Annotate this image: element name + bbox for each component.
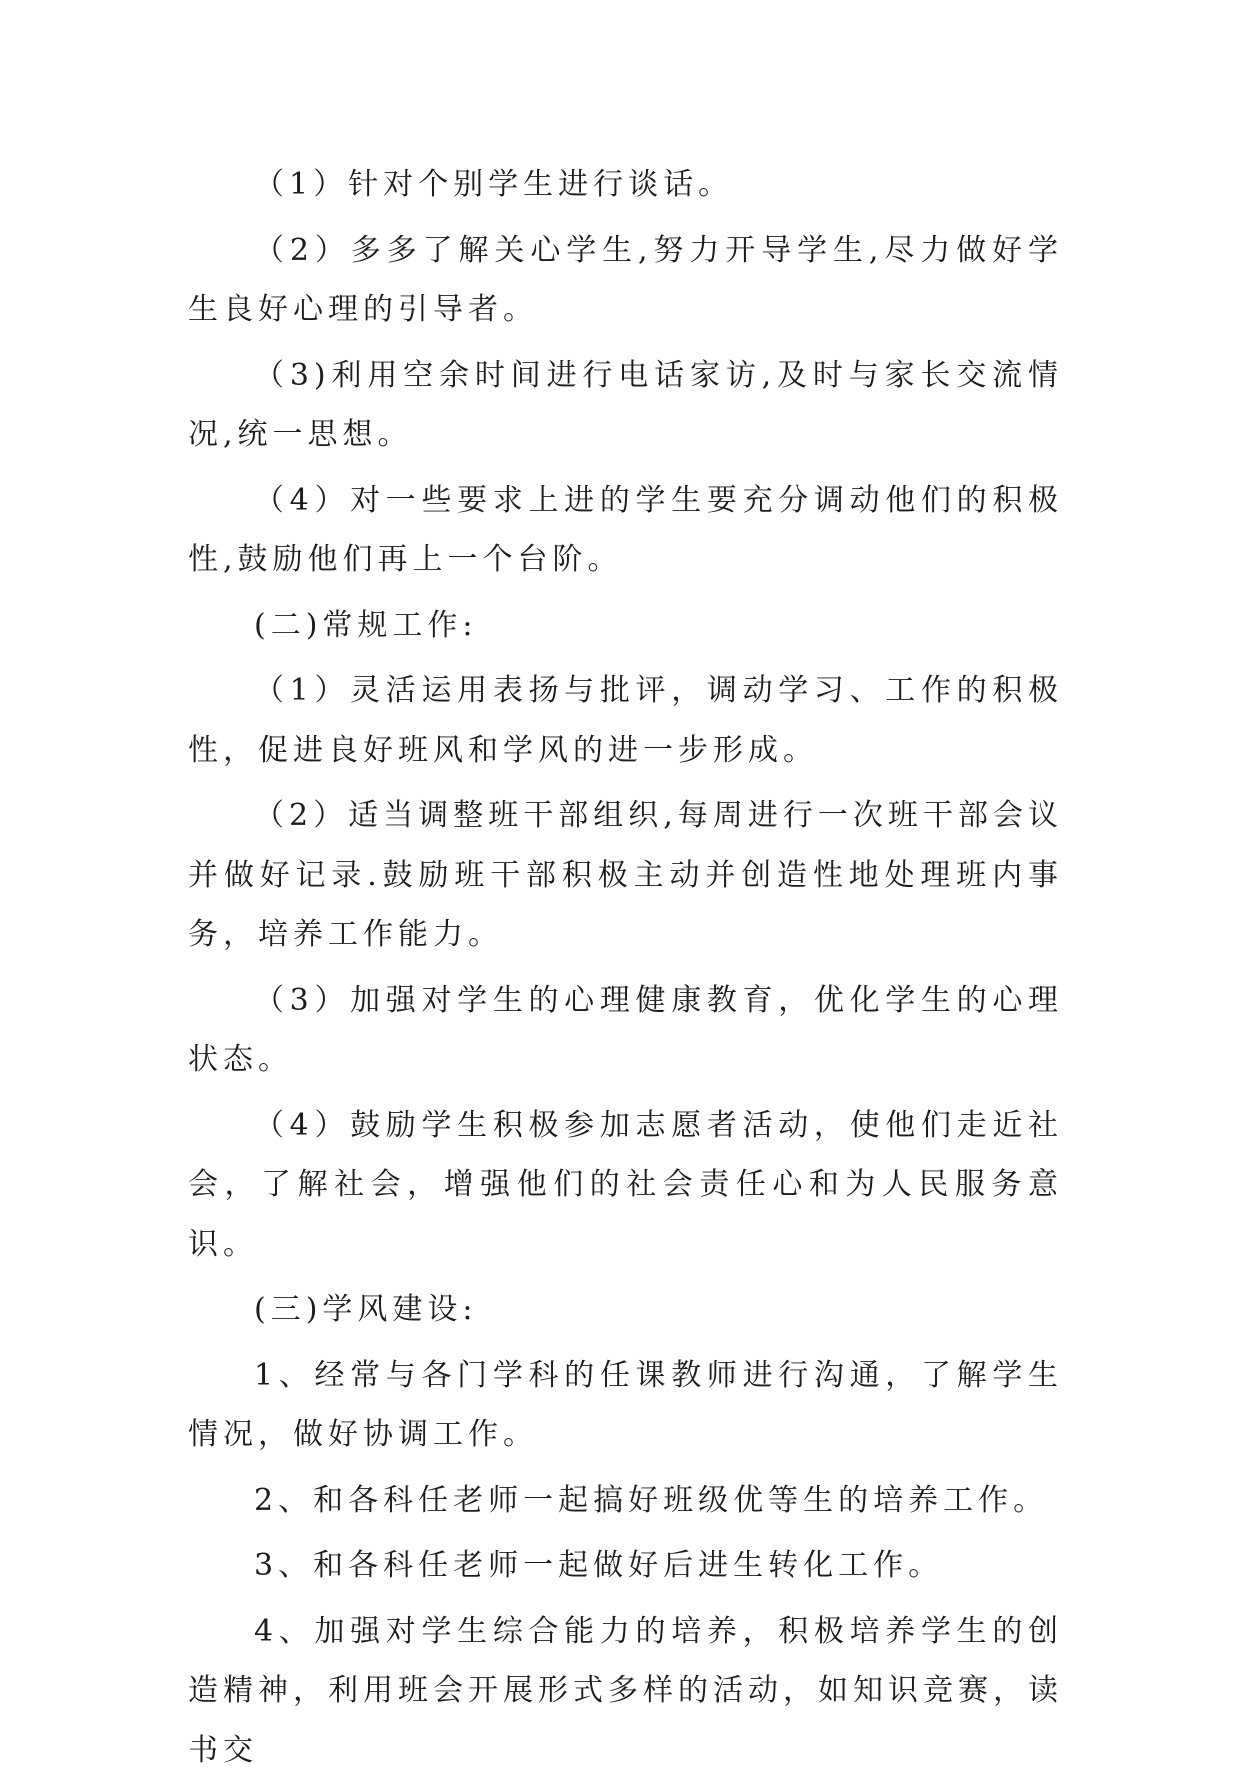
paragraph-7: （2）适当调整班干部组织,每周进行一次班干部会议并做好记录.鼓励班干部积极主动并创造性地处理班内事务，培养工作能力。	[188, 798, 1063, 952]
paragraph-14: 4、加强对学生综合能力的培养，积极培养学生的创造精神，利用班会开展形式多样的活动，如知识竞赛，读书交	[188, 1613, 1063, 1768]
document-page	[188, 155, 1063, 1786]
paragraph-4: （4）对一些要求上进的学生要充分调动他们的积极性,鼓励他们再上一个台阶。	[188, 482, 1063, 577]
paragraph-2: （2）多多了解关心学生,努力开导学生,尽力做好学生良好心理的引导者。	[188, 232, 1063, 327]
paragraph-11: 1、经常与各门学科的任课教师进行沟通，了解学生情况，做好协调工作。	[188, 1357, 1063, 1452]
paragraph-9: （4）鼓励学生积极参加志愿者活动，使他们走近社会，了解社会，增强他们的社会责任心和为人民服务意识。	[188, 1107, 1063, 1262]
section-heading-routine-work: (二)常规工作:	[254, 607, 478, 643]
paragraph-1: （1）针对个别学生进行谈话。	[254, 167, 734, 202]
section-heading-study-style: (三)学风建设:	[254, 1292, 478, 1327]
paragraph-12: 2、和各科任老师一起搞好班级优等生的培养工作。	[254, 1482, 1049, 1518]
paragraph-8: （3）加强对学生的心理健康教育，优化学生的心理状态。	[188, 982, 1063, 1077]
paragraph-13: 3、和各科任老师一起做好后进生转化工作。	[254, 1548, 944, 1583]
paragraph-3: （3)利用空余时间进行电话家访,及时与家长交流情况,统一思想。	[188, 357, 1063, 452]
paragraph-6: （1）灵活运用表扬与批评，调动学习、工作的积极性，促进良好班风和学风的进一步形成。	[188, 673, 1063, 768]
